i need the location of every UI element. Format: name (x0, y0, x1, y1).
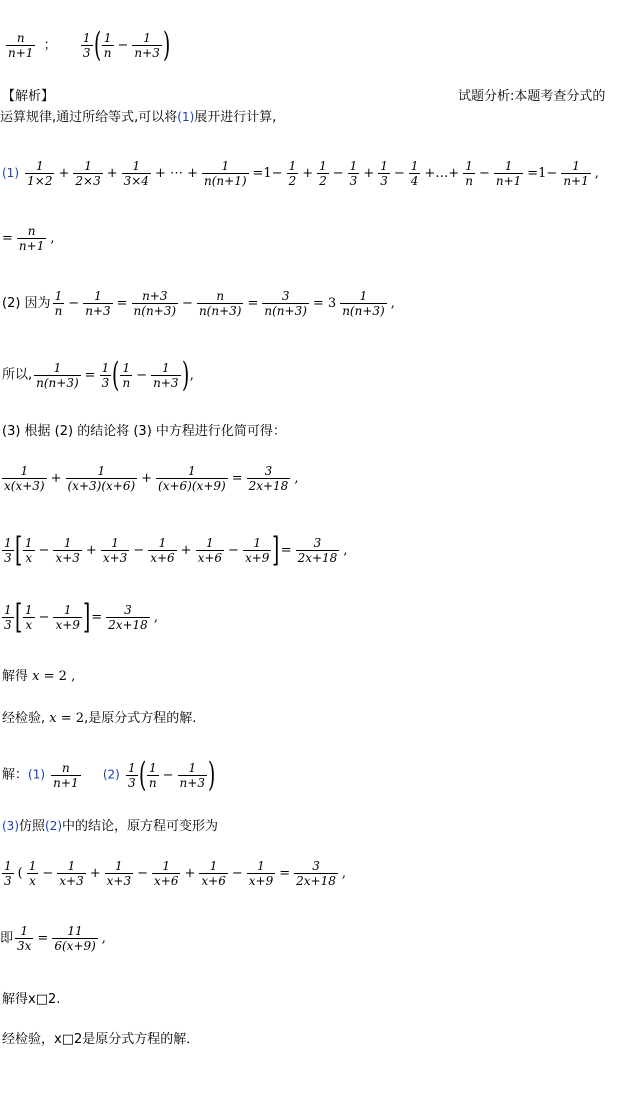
solve-line-2: 解得x□2. (2, 992, 61, 1007)
check-line-2: 经检验，x□2是原分式方程的解． (2, 1032, 200, 1047)
check-line: 经检验, x = 2,是原分式方程的解. (2, 711, 197, 726)
equation-3b: $\frac{1}{3}$ [ $\frac{1}{x}$ − $\frac{1}{x+3}$ + $\frac{1}{x+3}$ − $\frac{1}{x+6}$ + $\frac{1}{x+6}$ − $\frac{1}{x+9}$ ]= $\frac{3}{2x+18}$ , (4, 530, 348, 570)
fraction: $\frac{n}{n+1}$ (8, 30, 34, 60)
separator: ； (43, 37, 57, 53)
equation-3a: $\frac{1}{x(x+3)}$ + $\frac{1}{(x+3)(x+6)}$ + $\frac{1}{(x+6)(x+9)}$ = $\frac{3}{2x+18}$ , (4, 464, 299, 493)
analysis-header: 【解析】 (2, 89, 55, 104)
fraction: $\frac{1}{3}$ (82, 30, 91, 60)
equation-2-conclusion: 所以, $\frac{1}{n(n+3)}$ = $\frac{1}{3}$ ( $\frac{1}{n}$ − $\frac{1}{n+3}$ ), (2, 355, 194, 395)
equation-imitate: $\frac{1}{3}$ ( $\frac{1}{x}$ − $\frac{1}{x+3}$ + $\frac{1}{x+3}$ − $\frac{1}{x+6}$ + $\frac{1}{x+6}$ − $\frac{1}{x+9}$ = $\frac{3}{2x+18}$ , (4, 859, 347, 888)
top-answer: $\frac{n}{n+1}$ ； $\frac{1}{3}$ ( $\frac{1}{n}$ − $\frac{1}{n+3}$ ) (8, 25, 171, 65)
equation-simplified: 即 $\frac{1}{3x}$ = $\frac{11}{6(x+9)}$ , (0, 924, 106, 953)
analysis-side-text: 试题分析:本题考查分式的 (458, 89, 606, 104)
equation-1: (1) $\frac{1}{1\times 2}$ + $\frac{1}{2\times 3}$ + $\frac{1}{3\times 4}$ + ⋯ + $\frac{1}{n(n+1)}$ =1− $\frac{1}{2}$ + $\frac{1}{2}$ − $\frac{1}{3}$ + $\frac{1}{3}$ − $\frac{1}{4}$ +…+ $\frac{1}{n}$ − $\frac{1}{n+1}$ =1− $\frac{1}{n+1}$ , (2, 159, 599, 188)
step-3-text: (3) 根据 (2) 的结论将 (3) 中方程进行化简可得： (2, 424, 286, 439)
equation-1-result: = $\frac{n}{n+1}$ , (2, 224, 55, 253)
imitate-line: (3)仿照(2)中的结论，原方程可变形为 (2, 819, 219, 834)
answer-line: 解：(1) $\frac{n}{n+1}$ (2) $\frac{1}{3}$ ( $\frac{1}{n}$ − $\frac{1}{n+3}$ ) (2, 755, 216, 795)
equation-2: (2) 因为 $\frac{1}{n}$ − $\frac{1}{n+3}$ = $\frac{n+3}{n(n+3)}$ − $\frac{n}{n(n+3)}$ = $\frac{3}{n(n+3)}$ = 3 $\frac{1}{n(n+3)}$ , (2, 289, 395, 318)
analysis-line2: 运算规律,通过所给等式,可以将(1)展开进行计算, (0, 110, 277, 125)
solve-line: 解得 x = 2 , (2, 669, 76, 684)
equation-3c: $\frac{1}{3}$ [ $\frac{1}{x}$ − $\frac{1}{x+9}$ ]= $\frac{3}{2x+18}$ , (4, 597, 158, 637)
